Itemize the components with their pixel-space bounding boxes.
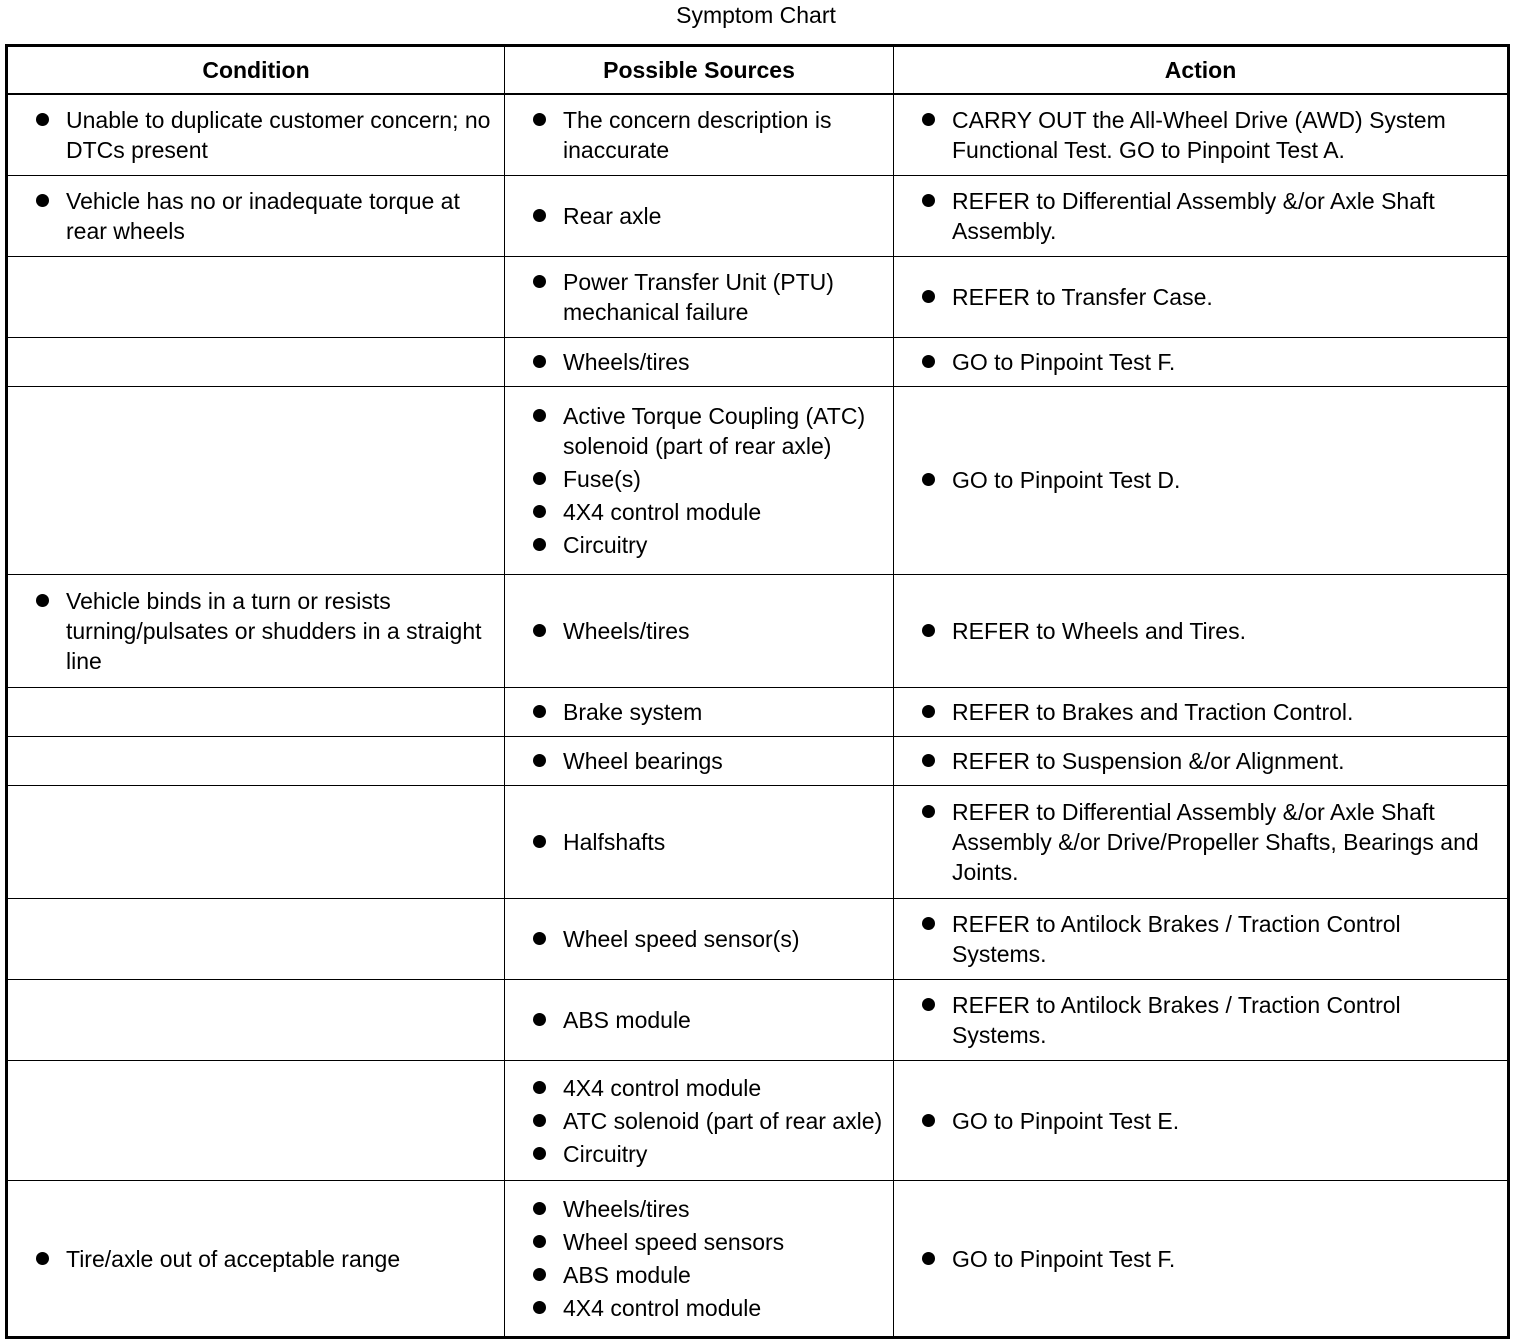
possible-sources-cell bbox=[505, 176, 894, 257]
condition-cell bbox=[7, 574, 505, 687]
list-item-text: 4X4 control module bbox=[563, 1074, 762, 1101]
bullet-list bbox=[922, 909, 1499, 969]
condition-cell bbox=[7, 1181, 505, 1338]
bullet-list bbox=[922, 105, 1499, 165]
bullet-icon bbox=[922, 355, 935, 368]
list-item bbox=[533, 1106, 885, 1136]
list-item-text: Rear axle bbox=[563, 203, 662, 230]
action-cell bbox=[894, 980, 1509, 1061]
bullet-list bbox=[533, 1005, 885, 1035]
table-row bbox=[7, 386, 1509, 574]
header-row bbox=[7, 46, 1509, 95]
bullet-list bbox=[533, 201, 885, 231]
bullet-list bbox=[36, 186, 496, 246]
action-cell bbox=[894, 688, 1509, 737]
list-item-text: Wheel speed sensor(s) bbox=[563, 926, 800, 953]
list-item bbox=[533, 746, 885, 776]
bullet-list bbox=[36, 105, 496, 165]
action-cell bbox=[894, 574, 1509, 687]
bullet-icon bbox=[36, 113, 49, 126]
list-item-text: GO to Pinpoint Test F. bbox=[952, 349, 1176, 376]
possible-sources-cell bbox=[505, 1181, 894, 1338]
bullet-icon bbox=[533, 1235, 546, 1248]
list-item bbox=[533, 347, 885, 377]
list-item-text: Halfshafts bbox=[563, 828, 666, 855]
bullet-list bbox=[922, 797, 1499, 887]
list-item bbox=[36, 586, 496, 676]
list-item-text: REFER to Differential Assembly &/or Axle Shaft Assembly. bbox=[952, 188, 1435, 245]
bullet-list bbox=[922, 697, 1499, 727]
action-cell bbox=[894, 176, 1509, 257]
bullet-icon bbox=[533, 1301, 546, 1314]
bullet-list bbox=[533, 616, 885, 646]
list-item bbox=[533, 1293, 885, 1323]
list-item-text: CARRY OUT the All-Wheel Drive (AWD) System Functional Test. GO to Pinpoint Test A. bbox=[952, 107, 1446, 164]
bullet-icon bbox=[533, 1202, 546, 1215]
bullet-icon bbox=[533, 1114, 546, 1127]
bullet-list bbox=[922, 616, 1499, 646]
action-cell bbox=[894, 737, 1509, 786]
condition-cell bbox=[7, 386, 505, 574]
table-row bbox=[7, 737, 1509, 786]
bullet-icon bbox=[922, 473, 935, 486]
bullet-icon bbox=[533, 409, 546, 422]
list-item-text: Wheels/tires bbox=[563, 349, 690, 376]
bullet-list bbox=[922, 282, 1499, 312]
condition-cell bbox=[7, 257, 505, 338]
list-item-text: ATC solenoid (part of rear axle) bbox=[563, 1107, 883, 1134]
bullet-icon bbox=[533, 538, 546, 551]
list-item bbox=[533, 827, 885, 857]
possible-sources-cell bbox=[505, 94, 894, 176]
table-row bbox=[7, 338, 1509, 387]
list-item-text: Tire/axle out of acceptable range bbox=[66, 1245, 401, 1272]
list-item bbox=[922, 1106, 1499, 1136]
list-item-text: Circuitry bbox=[563, 531, 648, 558]
list-item bbox=[533, 1227, 885, 1257]
action-cell bbox=[894, 1061, 1509, 1181]
list-item bbox=[922, 746, 1499, 776]
bullet-list bbox=[533, 267, 885, 327]
bullet-list bbox=[922, 746, 1499, 776]
list-item bbox=[36, 105, 496, 165]
bullet-icon bbox=[533, 754, 546, 767]
list-item-text: REFER to Antilock Brakes / Traction Control Systems. bbox=[952, 992, 1401, 1049]
possible-sources-cell bbox=[505, 1061, 894, 1181]
header-condition: Condition bbox=[7, 46, 505, 95]
bullet-icon bbox=[36, 194, 49, 207]
table-row bbox=[7, 899, 1509, 980]
condition-cell bbox=[7, 94, 505, 176]
condition-cell bbox=[7, 1061, 505, 1181]
bullet-icon bbox=[533, 1268, 546, 1281]
header-action: Action bbox=[894, 46, 1509, 95]
bullet-list bbox=[922, 347, 1499, 377]
bullet-icon bbox=[533, 1013, 546, 1026]
bullet-icon bbox=[922, 754, 935, 767]
list-item-text: Circuitry bbox=[563, 1140, 648, 1167]
chart-title: Symptom Chart bbox=[676, 2, 836, 28]
list-item bbox=[922, 105, 1499, 165]
table-row bbox=[7, 1181, 1509, 1338]
list-item bbox=[533, 530, 885, 560]
bullet-list bbox=[533, 924, 885, 954]
bullet-icon bbox=[922, 705, 935, 718]
list-item bbox=[922, 186, 1499, 246]
header-possible-sources: Possible Sources bbox=[505, 46, 894, 95]
bullet-list bbox=[533, 401, 885, 560]
bullet-icon bbox=[533, 932, 546, 945]
condition-cell bbox=[7, 688, 505, 737]
list-item-text: ABS module bbox=[563, 1007, 691, 1034]
bullet-icon bbox=[36, 594, 49, 607]
action-cell bbox=[894, 94, 1509, 176]
bullet-icon bbox=[533, 835, 546, 848]
list-item bbox=[922, 990, 1499, 1050]
bullet-icon bbox=[922, 113, 935, 126]
bullet-icon bbox=[922, 1114, 935, 1127]
action-cell bbox=[894, 1181, 1509, 1338]
bullet-icon bbox=[533, 355, 546, 368]
bullet-icon bbox=[533, 113, 546, 126]
bullet-icon bbox=[533, 624, 546, 637]
list-item-text: REFER to Brakes and Traction Control. bbox=[952, 699, 1354, 726]
action-cell bbox=[894, 386, 1509, 574]
bullet-icon bbox=[922, 290, 935, 303]
bullet-list bbox=[533, 1073, 885, 1169]
list-item-text: The concern description is inaccurate bbox=[563, 107, 832, 164]
list-item bbox=[533, 1005, 885, 1035]
list-item bbox=[922, 616, 1499, 646]
list-item-text: REFER to Antilock Brakes / Traction Control Systems. bbox=[952, 911, 1401, 968]
list-item bbox=[533, 401, 885, 461]
list-item-text: REFER to Differential Assembly &/or Axle Shaft Assembly &/or Drive/Propeller Shafts, Bearings and Joints. bbox=[952, 798, 1479, 885]
list-item-text: 4X4 control module bbox=[563, 498, 762, 525]
condition-cell bbox=[7, 899, 505, 980]
list-item bbox=[533, 1139, 885, 1169]
list-item bbox=[36, 186, 496, 246]
list-item-text: GO to Pinpoint Test F. bbox=[952, 1245, 1176, 1272]
list-item-text: REFER to Transfer Case. bbox=[952, 284, 1213, 311]
list-item bbox=[533, 105, 885, 165]
bullet-icon bbox=[533, 209, 546, 222]
bullet-icon bbox=[922, 624, 935, 637]
table-row bbox=[7, 785, 1509, 898]
bullet-list bbox=[533, 746, 885, 776]
bullet-list bbox=[36, 586, 496, 676]
bullet-icon bbox=[533, 505, 546, 518]
bullet-list bbox=[922, 1106, 1499, 1136]
bullet-list bbox=[533, 347, 885, 377]
bullet-list bbox=[533, 1194, 885, 1323]
list-item bbox=[922, 465, 1499, 495]
possible-sources-cell bbox=[505, 574, 894, 687]
list-item bbox=[533, 616, 885, 646]
table-body bbox=[7, 94, 1509, 1338]
bullet-list bbox=[922, 186, 1499, 246]
possible-sources-cell bbox=[505, 257, 894, 338]
possible-sources-cell bbox=[505, 980, 894, 1061]
table-row bbox=[7, 1061, 1509, 1181]
bullet-icon bbox=[533, 472, 546, 485]
list-item-text: ABS module bbox=[563, 1262, 691, 1289]
list-item bbox=[922, 797, 1499, 887]
bullet-icon bbox=[533, 1081, 546, 1094]
list-item bbox=[533, 1260, 885, 1290]
bullet-list bbox=[533, 105, 885, 165]
list-item-text: Fuse(s) bbox=[563, 465, 641, 492]
list-item-text: Wheels/tires bbox=[563, 618, 690, 645]
bullet-icon bbox=[533, 275, 546, 288]
list-item bbox=[533, 1194, 885, 1224]
list-item-text: Active Torque Coupling (ATC) solenoid (part of rear axle) bbox=[563, 402, 866, 459]
condition-cell bbox=[7, 338, 505, 387]
bullet-icon bbox=[922, 805, 935, 818]
list-item-text: 4X4 control module bbox=[563, 1295, 762, 1322]
list-item bbox=[533, 201, 885, 231]
bullet-list bbox=[533, 697, 885, 727]
list-item bbox=[922, 1244, 1499, 1274]
list-item bbox=[533, 1073, 885, 1103]
list-item bbox=[533, 497, 885, 527]
action-cell bbox=[894, 338, 1509, 387]
list-item-text: GO to Pinpoint Test D. bbox=[952, 467, 1181, 494]
list-item-text: REFER to Suspension &/or Alignment. bbox=[952, 747, 1345, 774]
condition-cell bbox=[7, 980, 505, 1061]
list-item-text: Brake system bbox=[563, 699, 703, 726]
list-item bbox=[533, 924, 885, 954]
table-row bbox=[7, 980, 1509, 1061]
possible-sources-cell bbox=[505, 688, 894, 737]
list-item-text: Power Transfer Unit (PTU) mechanical failure bbox=[563, 269, 834, 326]
condition-cell bbox=[7, 176, 505, 257]
list-item-text: Wheel bearings bbox=[563, 747, 723, 774]
list-item-text: GO to Pinpoint Test E. bbox=[952, 1107, 1180, 1134]
symptom-table bbox=[5, 44, 1510, 1339]
possible-sources-cell bbox=[505, 899, 894, 980]
list-item bbox=[922, 909, 1499, 969]
bullet-icon bbox=[922, 1252, 935, 1265]
bullet-list bbox=[36, 1244, 496, 1274]
condition-cell bbox=[7, 737, 505, 786]
list-item-text: Wheels/tires bbox=[563, 1196, 690, 1223]
bullet-icon bbox=[922, 917, 935, 930]
table-row bbox=[7, 257, 1509, 338]
possible-sources-cell bbox=[505, 785, 894, 898]
list-item-text: Vehicle binds in a turn or resists turning/pulsates or shudders in a straight line bbox=[66, 588, 482, 675]
list-item bbox=[533, 697, 885, 727]
bullet-list bbox=[922, 990, 1499, 1050]
table-row bbox=[7, 688, 1509, 737]
table-row bbox=[7, 574, 1509, 687]
bullet-list bbox=[533, 827, 885, 857]
bullet-icon bbox=[922, 194, 935, 207]
list-item bbox=[922, 347, 1499, 377]
list-item bbox=[533, 267, 885, 327]
bullet-icon bbox=[533, 705, 546, 718]
bullet-icon bbox=[533, 1147, 546, 1160]
list-item-text: Wheel speed sensors bbox=[563, 1229, 785, 1256]
list-item bbox=[533, 464, 885, 494]
possible-sources-cell bbox=[505, 737, 894, 786]
possible-sources-cell bbox=[505, 338, 894, 387]
bullet-icon bbox=[36, 1252, 49, 1265]
possible-sources-cell bbox=[505, 386, 894, 574]
table-row bbox=[7, 94, 1509, 176]
list-item bbox=[922, 282, 1499, 312]
bullet-list bbox=[922, 1244, 1499, 1274]
condition-cell bbox=[7, 785, 505, 898]
list-item-text: REFER to Wheels and Tires. bbox=[952, 618, 1246, 645]
action-cell bbox=[894, 899, 1509, 980]
list-item-text: Unable to duplicate customer concern; no DTCs present bbox=[66, 107, 491, 164]
action-cell bbox=[894, 785, 1509, 898]
bullet-list bbox=[922, 465, 1499, 495]
action-cell bbox=[894, 257, 1509, 338]
list-item-text: Vehicle has no or inadequate torque at rear wheels bbox=[66, 188, 460, 245]
list-item bbox=[36, 1244, 496, 1274]
list-item bbox=[922, 697, 1499, 727]
table-row bbox=[7, 176, 1509, 257]
bullet-icon bbox=[922, 998, 935, 1011]
